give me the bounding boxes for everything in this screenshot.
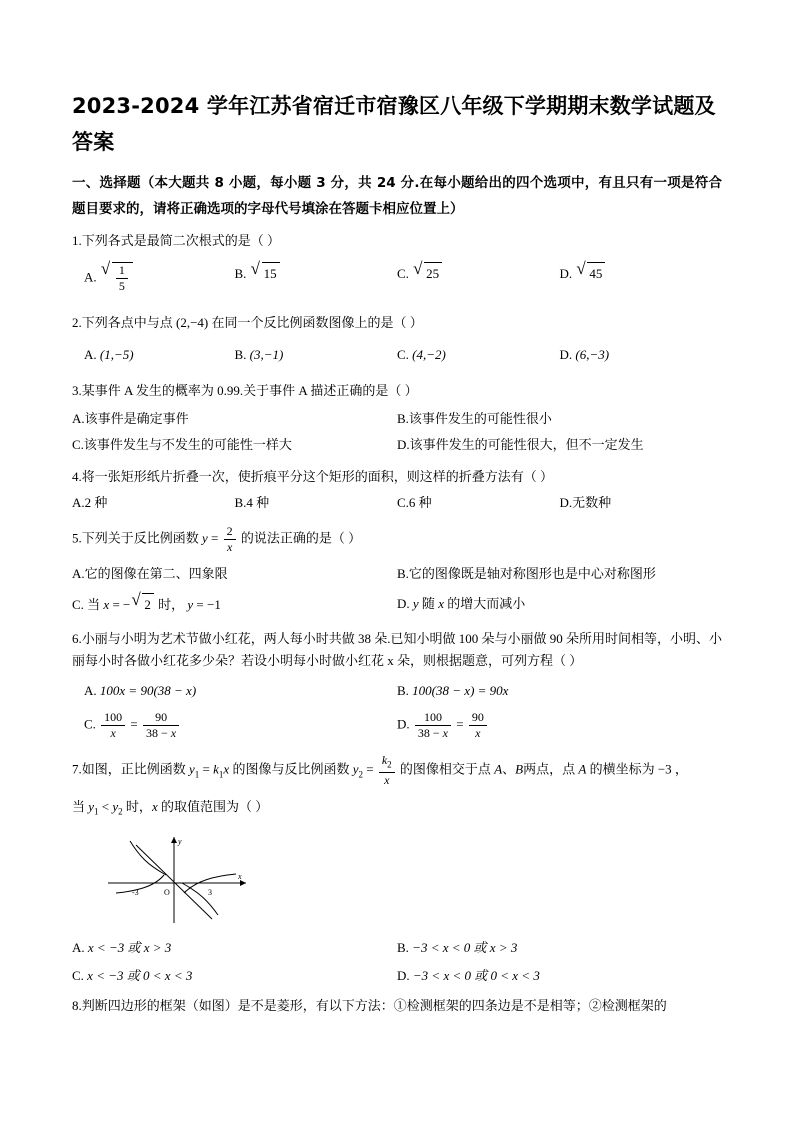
question-4-text: 4.将一张矩形纸片折叠一次，使折痕平分这个矩形的面积，则这样的折叠方法有（ ） bbox=[72, 469, 554, 484]
option-d: D.无数种 bbox=[559, 495, 612, 510]
option-a: A.该事件是确定事件 bbox=[72, 411, 189, 426]
svg-text:3: 3 bbox=[208, 887, 212, 897]
fraction-100-over-38-minus-x: $\frac{100}{38 - x}$ bbox=[415, 710, 451, 741]
question-5-options-row1 bbox=[72, 563, 722, 585]
option-c: C. x < −3 或 0 < x < 3 bbox=[72, 967, 193, 983]
question-6-options-row2 bbox=[72, 710, 722, 741]
question-6-text: 6.小丽与小明为艺术节做小红花，两人每小时共做 38 朵.已知小明做 100 朵与小丽做 90 朵所用时间相等，小明、小丽每小时各做小红花多少朵？若设小明每小时做小红花 x 朵，则根据题意，可列方程（ ） bbox=[72, 631, 723, 668]
sqrt-one-fifth: √ $\frac{1}{5}$ bbox=[101, 262, 133, 294]
option-c: C. (4,−2) bbox=[397, 347, 446, 362]
question-2-text: 2.下列各点中与点 (2,−4) 在同一个反比例函数图像上的是（ ） bbox=[72, 315, 423, 330]
option-d: D. (6,−3) bbox=[559, 347, 610, 362]
fraction-100-over-x: $\frac{100}{x}$ bbox=[101, 710, 125, 741]
question-4 bbox=[72, 466, 722, 514]
option-b: B. 100(38 − x) = 90x bbox=[397, 683, 509, 698]
sqrt-2: √ 2 bbox=[131, 593, 154, 616]
question-7-options-row2 bbox=[72, 965, 722, 987]
option-a: A. x < −3 或 x > 3 bbox=[72, 939, 172, 955]
option-d: D. −3 < x < 0 或 0 < x < 3 bbox=[397, 967, 540, 983]
option-b: B.4 种 bbox=[234, 495, 270, 510]
option-d: D. √ 45 bbox=[560, 262, 723, 294]
question-7-text: 7.如图，正比例函数 $y_1 = k_1x$ 的图像与反比例函数 $y_2$ = $\frac{k_2}{x}$ 的图像相交于点 A、B两点，点 A 的横坐标为 −3 ， bbox=[72, 753, 688, 788]
question-5-text: 5.下列关于反比例函数 y = $\frac{2}{x}$ 的说法正确的是（ ） bbox=[72, 524, 362, 554]
option-b: B. (3,−1) bbox=[234, 347, 284, 362]
option-c: C. $\frac{100}{x}$ = $\frac{90}{38 - x}$ bbox=[72, 710, 397, 741]
option-b: B. √ 15 bbox=[235, 262, 398, 294]
section-heading: 一、选择题（本大题共 8 小题，每小题 3 分，共 24 分.在每小题给出的四个选项中，有且只有一项是符合题目要求的，请将正确选项的字母代号填涂在答题卡相应位置上） bbox=[72, 175, 722, 217]
question-1-text: 1.下列各式是最简二次根式的是（ ） bbox=[72, 233, 281, 248]
fraction-90-over-38-minus-x: $\frac{90}{38 - x}$ bbox=[143, 710, 179, 741]
option-c: C. 当 x = − √ 2 时， y = −1 bbox=[72, 593, 397, 616]
question-2 bbox=[72, 312, 722, 366]
fraction-90-over-x: $\frac{90}{x}$ bbox=[469, 710, 487, 741]
question-1 bbox=[72, 230, 722, 294]
svg-text:y: y bbox=[178, 836, 182, 846]
fraction-k2-over-x: $\frac{k_2}{x}$ bbox=[379, 753, 395, 788]
question-5 bbox=[72, 524, 722, 616]
question-1-options bbox=[72, 259, 722, 294]
coordinate-graph bbox=[96, 831, 722, 933]
option-d: D.该事件发生的可能性很大，但不一定发生 bbox=[397, 437, 644, 452]
question-3 bbox=[72, 380, 722, 456]
question-8 bbox=[72, 995, 722, 1017]
document-body bbox=[72, 88, 722, 1017]
question-3-options-row2 bbox=[72, 434, 722, 456]
question-7-options-row1 bbox=[72, 937, 722, 959]
question-3-options-row1 bbox=[72, 408, 722, 430]
question-4-options bbox=[72, 492, 722, 514]
option-a: A. 100x = 90(38 − x) bbox=[84, 683, 197, 698]
option-a: A. (1,−5) bbox=[84, 347, 134, 362]
option-d: D. y 随 x 的增大而减小 bbox=[397, 596, 526, 611]
question-6 bbox=[72, 628, 722, 741]
coordinate-graph-svg bbox=[96, 831, 256, 926]
option-a: A.它的图像在第二、四象限 bbox=[72, 566, 228, 581]
option-d: D. $\frac{100}{38 - x}$ = $\frac{90}{x}$ bbox=[397, 710, 722, 741]
sqrt-15: √ 15 bbox=[251, 262, 280, 285]
option-a: A. √ $\frac{1}{5}$ bbox=[72, 262, 235, 294]
option-c: C.6 种 bbox=[397, 495, 432, 510]
question-6-options-row1 bbox=[72, 680, 722, 702]
question-8-text: 8.判断四边形的框架（如图）是不是菱形，有以下方法：①检测框架的四条边是不是相等；②检测框架的 bbox=[72, 997, 667, 1013]
option-b: B.该事件发生的可能性很小 bbox=[397, 411, 552, 426]
sqrt-25: √ 25 bbox=[413, 262, 442, 285]
svg-text:x: x bbox=[238, 871, 242, 881]
question-3-text: 3.某事件 A 发生的概率为 0.99.关于事件 A 描述正确的是（ ） bbox=[72, 383, 418, 398]
fraction-2-over-x: $\frac{2}{x}$ bbox=[224, 524, 236, 555]
option-b: B. −3 < x < 0 或 x > 3 bbox=[397, 939, 518, 955]
option-c: C.该事件发生与不发生的可能性一样大 bbox=[72, 437, 292, 452]
option-b: B.它的图像既是轴对称图形也是中心对称图形 bbox=[397, 566, 656, 581]
question-7: 7.如图，正比例函数 $y_1 = k_1x$ 的图像与反比例函数 $y_2$ = $\frac{k_2}{x}$ 的图像相交于点 A、B两点，点 A 的横坐标为 −3 ， 当 $y_1 < y_2$ 时，x 的取值范围为（ ） -3 O 3 y x A. x < −3 或 x > 3 B. −3 < x < 0 或 x > 3 C. x < −3 或 0 < x < 3 D. −3 < x < 0 或 0 < x < 3 bbox=[72, 753, 722, 987]
option-c: C. √ 25 bbox=[397, 262, 560, 294]
svg-text:O: O bbox=[164, 887, 170, 897]
question-2-options bbox=[72, 344, 722, 366]
svg-text:-3: -3 bbox=[132, 887, 139, 897]
page-title: 2023-2024 学年江苏省宿迁市宿豫区八年级下学期期末数学试题及答案 bbox=[72, 94, 716, 154]
question-5-options-row2 bbox=[72, 590, 722, 616]
option-a: A.2 种 bbox=[72, 495, 108, 510]
sqrt-45: √ 45 bbox=[576, 262, 605, 285]
